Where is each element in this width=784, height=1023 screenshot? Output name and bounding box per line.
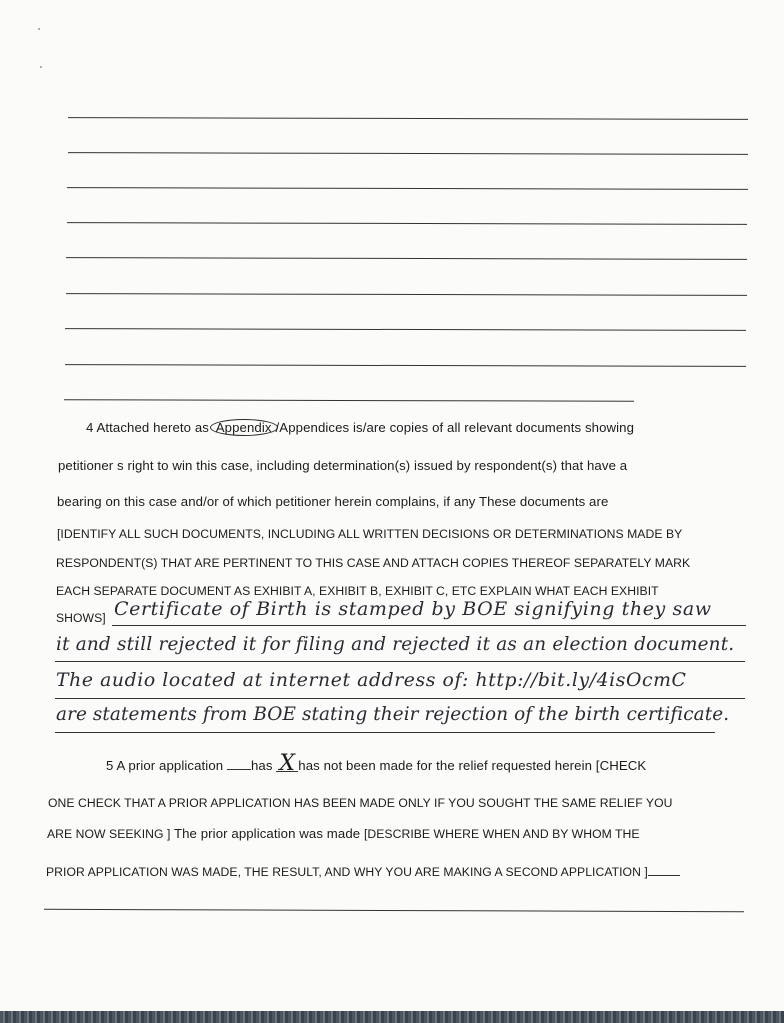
blank-line (65, 364, 746, 367)
answer-blank (648, 863, 680, 876)
answer-line (55, 698, 745, 699)
scan-speck (38, 28, 40, 30)
has-checkbox-blank (227, 757, 251, 770)
section4-shows-label: SHOWS] (56, 611, 106, 625)
has-not-checkbox-x: X (276, 759, 298, 772)
has-label: has (250, 758, 273, 773)
appendix-circled: Appendix (210, 419, 278, 436)
section5-line4-text: PRIOR APPLICATION WAS MADE, THE RESULT, AND WHY YOU ARE MAKING A SECOND APPLICATION ] (46, 865, 648, 879)
blank-line (65, 328, 746, 331)
handwritten-line-4: are statements from BOE stating their rejection of the birth certificate. (56, 704, 730, 725)
section4-line1 (86, 419, 634, 436)
scan-speck (40, 66, 42, 68)
section4-line1-text-end: /Appendices is/are copies of all relevant documents showing (275, 420, 635, 435)
handwritten-line-3: The audio located at internet address of: http://bit.ly/4isOcmC (56, 670, 687, 691)
section5-line3-caps: ARE NOW SEEKING ] (47, 827, 171, 841)
section5-line3-caps-end: [DESCRIBE WHERE WHEN AND BY WHOM THE (363, 827, 640, 841)
blank-line (68, 152, 748, 155)
section5-line4 (46, 863, 680, 879)
blank-line (66, 293, 747, 296)
blank-line (67, 222, 747, 225)
blank-line (67, 187, 748, 190)
blank-line (68, 117, 748, 120)
blank-line (66, 257, 747, 260)
section4-line6: EACH SEPARATE DOCUMENT AS EXHIBIT A, EXHIBIT B, EXHIBIT C, ETC EXPLAIN WHAT EACH EXHIBIT (56, 584, 659, 598)
section5-line3 (47, 826, 640, 841)
handwritten-line-1: Certificate of Birth is stamped by BOE signifying they saw (114, 598, 712, 620)
section5-line3-text: The prior application was made (170, 826, 364, 841)
answer-line (55, 732, 715, 733)
section5-line1-text-end: has not been made for the relief requested herein [CHECK (298, 758, 647, 773)
section4-line5: RESPONDENT(S) THAT ARE PERTINENT TO THIS CASE AND ATTACH COPIES THEREOF SEPARATELY MARK (56, 556, 691, 570)
answer-line (112, 625, 746, 626)
handwritten-line-2: it and still rejected it for filing and rejected it as an election document. (56, 634, 735, 655)
blank-line (64, 399, 634, 401)
section5-line1-text: 5 A prior application (106, 758, 224, 773)
scanner-edge (0, 1011, 784, 1023)
section4-line1-text: 4 Attached hereto as (86, 420, 213, 435)
section4-line2: petitioner s right to win this case, including determination(s) issued by respondent(s) that have a (58, 458, 628, 473)
blank-line (44, 909, 744, 912)
section5-line2: ONE CHECK THAT A PRIOR APPLICATION HAS BEEN MADE ONLY IF YOU SOUGHT THE SAME RELIEF YOU (48, 796, 673, 810)
section5-line1 (106, 751, 647, 776)
answer-line (55, 661, 745, 662)
section4-line3: bearing on this case and/or of which petitioner herein complains, if any These documents are (57, 494, 609, 509)
section4-line4: [IDENTIFY ALL SUCH DOCUMENTS, INCLUDING ALL WRITTEN DECISIONS OR DETERMINATIONS MADE BY (57, 527, 683, 541)
